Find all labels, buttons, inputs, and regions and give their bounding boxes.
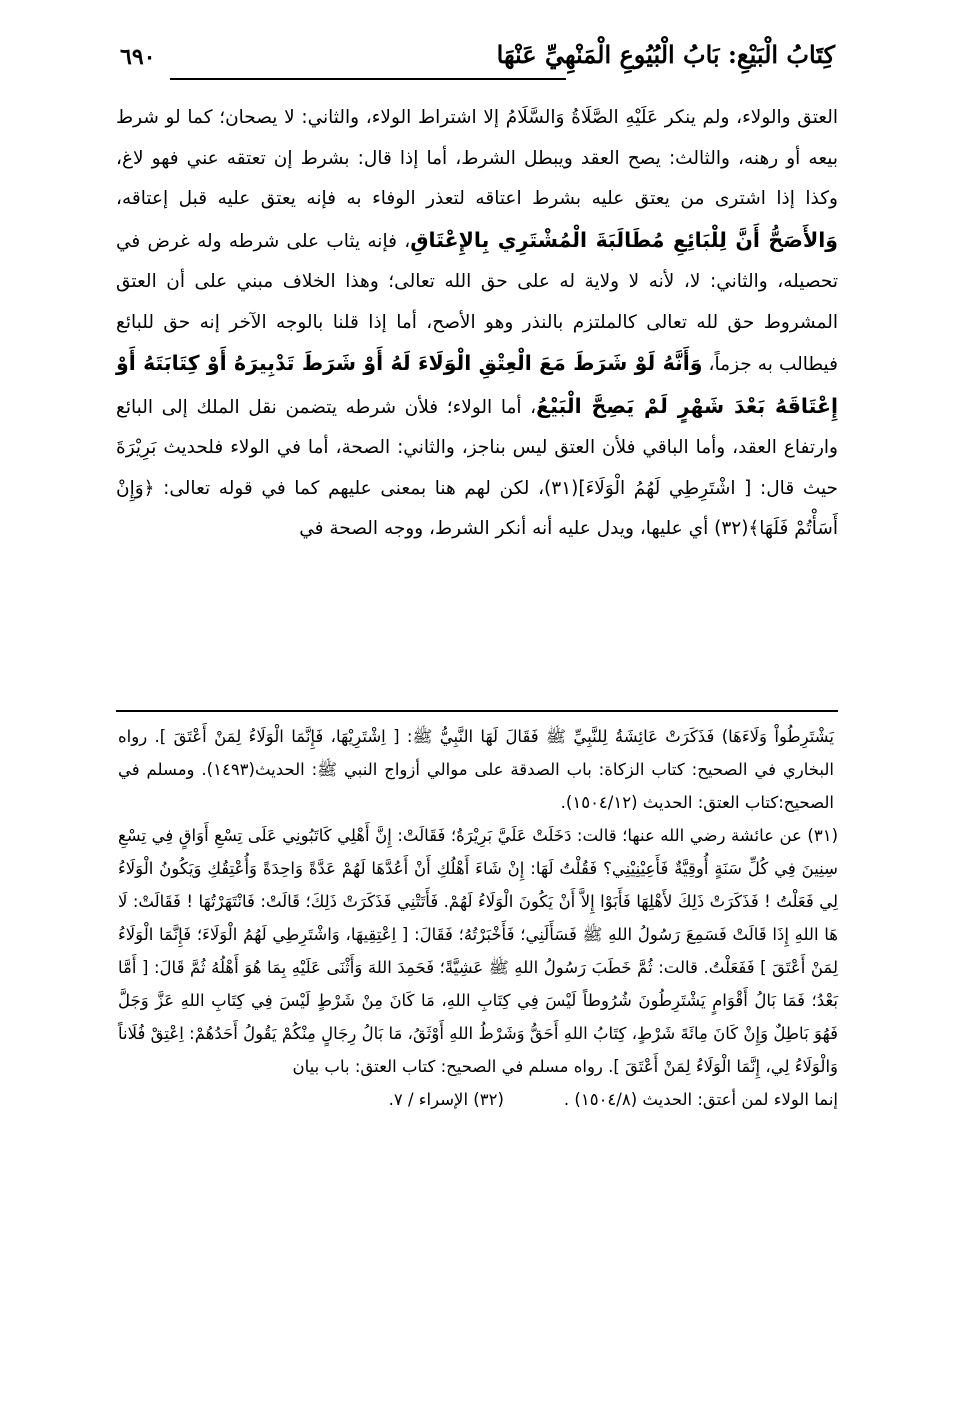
footnote-31 [118, 819, 838, 1083]
main-text-2: ، فإنه يثاب على شرطه وله غرض في تحصيله، والثاني: لا، لأنه لا ولاية له على حق الله تعالى؛ وهذا الخلاف مبني على أن العتق المشروط حق لله تعالى كالملتزم بالنذر وهو الأصح، أما إذا قلنا بالوجه الآخر إنه حق للبائع فيطالب به جزماً، [116, 230, 838, 375]
main-text [116, 98, 838, 550]
footnote-31-number: (٣١) [807, 826, 838, 845]
footnote-last-line [118, 1083, 838, 1116]
matn-text-2: وَأَنَّهُ لَوْ شَرَطَ مَعَ الْعِتْقِ الْوَلَاءَ لَهُ أَوْ شَرَطَ تَدْبِيرَهُ أَوْ كِتَابَتَهُ أَوْ إِعْتَاقَهُ بَعْدَ شَهْرٍ لَمْ يَصِحَّ الْبَيْعُ [116, 351, 839, 418]
footnote-31-text: عن عائشة رضي الله عنها؛ قالت: دَخَلَتْ عَلَيَّ بَرِيْرَةُ؛ فَقَالَتْ: إِنَّ أَهْلِي كَاتَبُونِي عَلَى تِسْعِ أَوَاقٍ فِي تِسْعِ سِنِينَ فِي كُلِّ سَنَةٍ أُوقِيَّةٌ فَأَعِيْنِيْنِي؟ فَقُلْتُ لَهَا: إِنْ شَاءَ أَهْلُكِ أَنْ أَعُدَّهَا لَهُمْ عَدَّةً وَاحِدَةً وَأُعْتِقُكِ وَيَكُونُ الْوَلَاءُ لِي فَعَلْتُ ! فَذَكَرَتْ ذَلِكَ لأَهْلِهَا فَأَبَوْا إِلاَّ أَنْ يَكُونَ الْوَلَاءُ لَهُمْ. فَأَتَتْنِي فَذَكَرَتْ ذَلِكَ؛ قَالَتْ: فَانْتَهَرْتُهَا ! فَقَالَتْ: لَا هَا اللهِ إِذَا قَالَتْ فَسَمِعَ رَسُولُ اللهِ ﷺ فَسَأَلَنِي؛ فَأَخْبَرْتُهُ؛ فَقَالَ: [ اِعْتِقِيهَا، وَاشْتَرِطِي لَهُمُ الْوَلَاءَ؛ فَإِنَّمَا الْوَلَاءُ لِمَنْ أَعْتَقَ ] فَفَعَلْتُ. قالت: ثُمَّ خَطَبَ رَسُولُ اللهِ ﷺ عَشِيَّةً؛ فَحَمِدَ اللهَ وَأَثْنَى عَلَيْهِ بِمَا هُوَ أَهْلُهُ ثُمَّ قَالَ: [ أَمَّا بَعْدُ؛ فَمَا بَالُ أَقْوَامٍ يَشْتَرِطُونَ شُرُوطاً لَيْسَ فِي كِتَابِ اللهِ، مَا كَانَ مِنْ شَرْطٍ لَيْسَ فِي كِتَابِ اللهِ عَزَّ وَجَلَّ فَهُوَ بَاطِلٌ وَإِنْ كَانَ مِائَةَ شَرْطٍ، كِتَابُ اللهِ أَحَقُّ وَشَرْطُ اللهِ أَوْثَقُ، مَا بَالُ رِجَالٍ مِنْكُمْ يَقُولُ أَحَدُهُمْ: اِعْتِقْ فُلَاناً وَالْوَلَاءُ لِي، إِنَّمَا الْوَلَاءُ لِمَنْ أَعْتَقَ ]. رواه مسلم في الصحيح: كتاب العتق: باب بيان [118, 826, 838, 1076]
footnote-rule [116, 710, 838, 712]
page-number: ٦٩٠ [120, 44, 156, 70]
main-text-3: ، أما الولاء؛ فلأن شرطه يتضمن نقل الملك إلى البائع وارتفاع العقد، وأما الباقي فلأن العتق ليس بناجز، والثاني: الصحة، أما في الولاء فلحديث بَرِيْرَةَ حيث قال: [ اشْتَرِطِي لَهُمُ الْوَلَاءَ](٣١)، لكن لهم هنا بمعنى عليهم كما في قوله تعالى: ﴿وَإِنْ أَسَأْتُمْ فَلَهَا﴾(٣٢) أي عليها، ويدل عليه أنه أنكر الشرط، ووجه الصحة في [116, 396, 838, 539]
main-paragraph [116, 98, 838, 550]
footnote-31-end: إنما الولاء لمن أعتق: الحديث (١٥٠٤/٨) . [563, 1090, 838, 1109]
running-title: كِتَابُ الْبَيْعِ: بَابُ الْبُيُوعِ الْمَنْهِيِّ عَنْهَا [496, 40, 835, 69]
page-header [120, 40, 835, 80]
header-rule [170, 78, 566, 80]
main-text-1: العتق والولاء، ولم ينكر عَلَيْهِ الصَّلَاةُ وَالسَّلَامُ إلا اشتراط الولاء، والثاني: لا يصحان؛ كما لو شرط بيعه أو رهنه، والثالث: يصح العقد ويبطل الشرط، أما إذا قال: بشرط إن تعتقه عني فهو لاغ، وكذا إذا اشترى من يعتق عليه بشرط اعتاقه لتعذر الوفاء به فإنه يعتق عليه قبل إعتاقه، [116, 107, 838, 209]
matn-text-1: وَالأَصَحُّ أَنَّ لِلْبَائِعِ مُطَالَبَةَ الْمُشْتَرِي بِالإِعْتَاقِ [410, 227, 839, 252]
footnotes [118, 720, 838, 1116]
footnote-32: (٣٢) الإسراء / ٧. [388, 1090, 504, 1109]
footnote-continuation: يَشْتَرِطُواْ وَلَاءَهَا) فَذَكَرَتْ عَائِشَةُ لِلنَّبِيِّ ﷺ فَقَالَ لَهَا النَّبِيُّ ﷺ: [ اِشْتَرِيْهَا، فَإِنَّمَا الْوَلَاءُ لِمَنْ أَعْتَقَ ]. رواه البخاري في الصحيح: كتاب الزكاة: باب الصدقة على موالي أزواج النبي ﷺ: الحديث(١٤٩٣). ومسلم في الصحيح:كتاب العتق: الحديث (١٥٠٤/١٢). [118, 727, 835, 812]
